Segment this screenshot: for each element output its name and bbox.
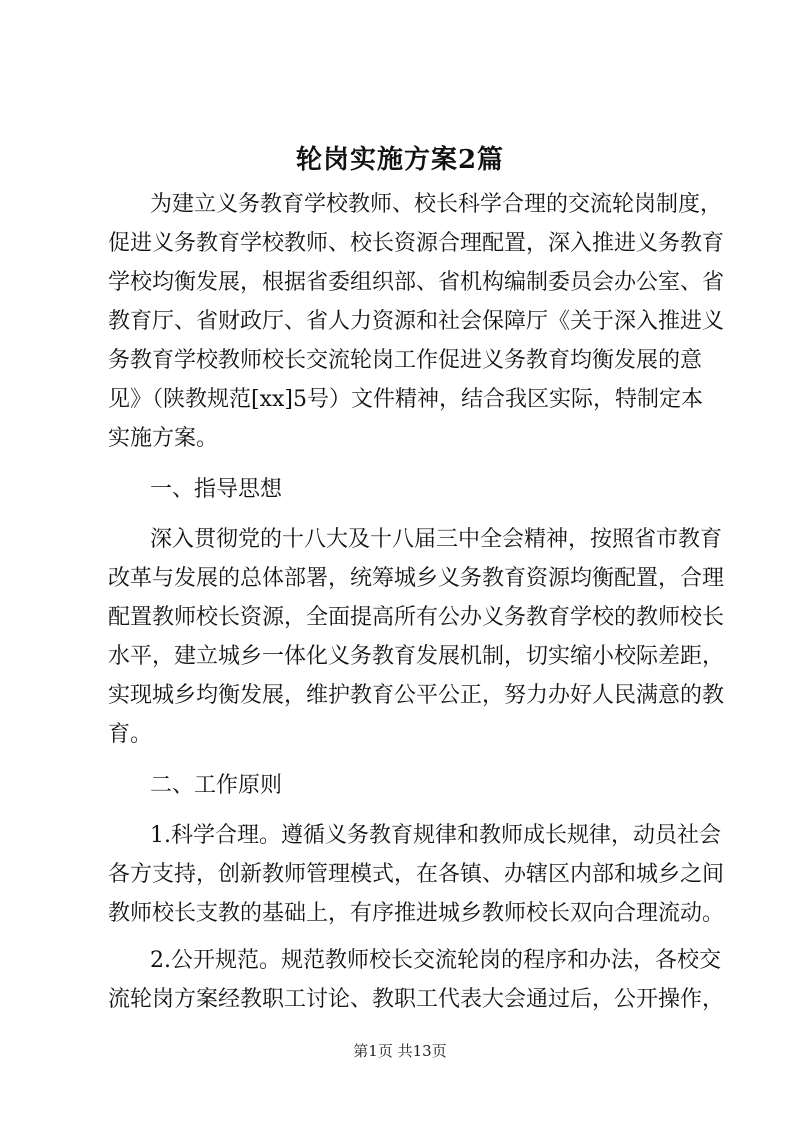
document-title: 轮岗实施方案2篇 bbox=[295, 145, 505, 175]
page-footer: 第1页 共13页 bbox=[353, 1042, 447, 1060]
document-page: 轮岗实施方案2篇 为建立义务教育学校教师、校长科学合理的交流轮岗制度， 促进义务教育学校教师、校长资源合理配置，深入推进义务教育 学校均衡发展，根据省委组织部、省机构编制委员会办公室、省 教育厅、省财政厅、省人力资源和社会保障厅《关于深入推进义 务教育学校教师校长交流轮岗工作促进义务教育均衡发展的意 见》（陕教规范[xx]5号）文件精神，结合我区实际，特制定本 实施方案。 一、指导思想 深入贯彻党的十八大及十八届三中全会精神，按照省市教育 改革与发展的总体部署，统筹城乡义务教育资源均衡配置，合理 配置教师校长资源，全面提高所有公办义务教育学校的教师校长 水平，建立城乡一体化义务教育发展机制，切实缩小校际差距， 实现城乡均衡发展，维护教育公平公正，努力办好人民满意的教 育。 二、工作原则 1.科学合理。遵循义务教育规律和教师成长规律，动员社会 各方支持，创新教师管理模式，在各镇、办辖区内部和城乡之间 教师校长支教的基础上，有序推进城乡教师校长双向合理流动。 2.公开规范。规范教师校长交流轮岗的程序和办法，各校交 流轮岗方案经教职工讨论、教职工代表大会通过后，公开操作， 第1页 共13页 bbox=[0, 0, 800, 1131]
